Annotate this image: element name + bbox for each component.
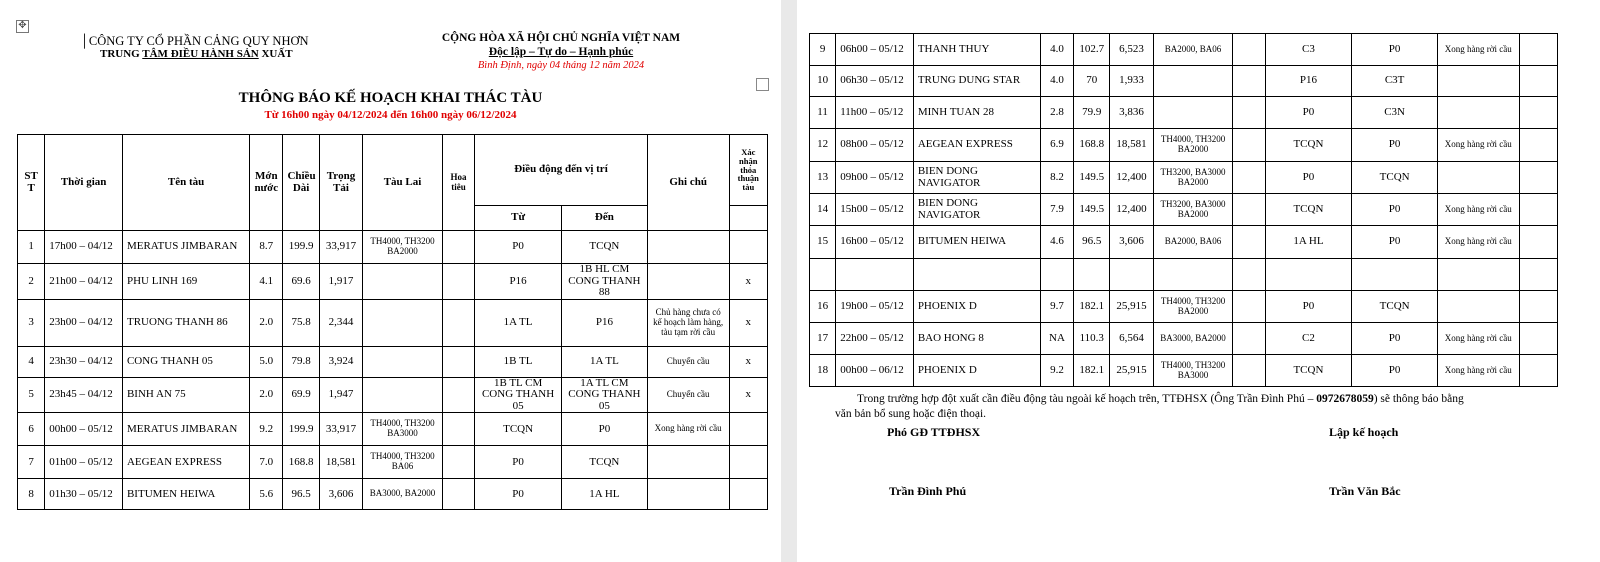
document-title: THÔNG BÁO KẾ HOẠCH KHAI THÁC TÀU [238,90,543,106]
cell-confirm [1519,34,1557,66]
cell-tonnage: 25,915 [1110,291,1153,323]
cell-note: Xong hàng rời cầu [647,413,729,446]
cell-tonnage: 33,917 [319,231,362,264]
cell-note: Chuyển cầu [647,377,729,413]
cell-ship: BINH AN 75 [122,377,249,413]
cell-stt: 14 [810,194,836,226]
cell-draft: 7.0 [250,446,283,479]
cell-time: 23h00 – 04/12 [45,299,123,346]
cell-pilot [1233,34,1265,66]
page-left [0,0,781,562]
page-right [797,0,1600,562]
cell-stt: 6 [18,413,45,446]
cell-tonnage: 1,917 [319,264,362,300]
cell-tonnage: 3,606 [319,479,362,510]
cell-note: Xong hàng rời cầu [1437,129,1519,162]
cell-ship: BITUMEN HEIWA [122,479,249,510]
cell-to: TCQN [561,446,647,479]
table-row [810,66,1558,97]
cell-note: Xong hàng rời cầu [1437,226,1519,259]
cell-to: P0 [561,413,647,446]
document-period: Từ 16h00 ngày 04/12/2024 đến 16h00 ngày 06/12/2024 [264,109,517,121]
cell-draft: 7.9 [1040,194,1073,226]
cell-ship: AEGEAN EXPRESS [913,129,1040,162]
table-row [18,264,768,300]
cell-tonnage: 6,523 [1110,34,1153,66]
motto: Độc lập – Tự do – Hạnh phúc [488,46,634,58]
cell-confirm [1519,66,1557,97]
cell-length: 96.5 [1074,226,1110,259]
cell-tug [1153,97,1233,129]
cell-draft: 5.6 [250,479,283,510]
cell-to: 1A TL CM CONG THANH 05 [561,377,647,413]
cell-confirm [1519,226,1557,259]
table-row [810,259,1558,291]
cell-confirm [1519,291,1557,323]
cell-stt: 9 [810,34,836,66]
cell-length: 199.9 [283,231,319,264]
cell-note [1437,291,1519,323]
cell-draft [1040,259,1073,291]
cell-stt: 17 [810,323,836,355]
cell-to: 1A HL [561,479,647,510]
cell-tug: TH4000, TH3200 BA2000 [1153,291,1233,323]
cell-length: 149.5 [1074,162,1110,194]
cell-length: 69.9 [283,377,319,413]
cell-tonnage: 33,917 [319,413,362,446]
cell-length [1074,259,1110,291]
cell-length: 149.5 [1074,194,1110,226]
cell-ship: TRUNG DUNG STAR [913,66,1040,97]
header-tug: Tàu Lai [363,135,443,231]
cell-time: 15h00 – 05/12 [836,194,914,226]
cell-ship: MINH TUAN 28 [913,97,1040,129]
table-row [810,323,1558,355]
cell-tonnage: 25,915 [1110,355,1153,387]
header-to: Đến [561,206,647,231]
cell-to [1352,259,1438,291]
header-ship: Tên tàu [122,135,249,231]
cell-tug: BA2000, BA06 [1153,226,1233,259]
header-note: Ghi chú [647,135,729,231]
cell-pilot [1233,355,1265,387]
table-row [18,299,768,346]
cell-from: P16 [1265,66,1352,97]
cell-pilot [1233,226,1265,259]
cell-tonnage: 6,564 [1110,323,1153,355]
cell-tonnage: 18,581 [1110,129,1153,162]
cell-from: P0 [475,479,562,510]
cell-note [1437,97,1519,129]
cell-from: 1B TL CM CONG THANH 05 [475,377,562,413]
cell-ship: AEGEAN EXPRESS [122,446,249,479]
cell-time [836,259,914,291]
cell-draft: 4.6 [1040,226,1073,259]
cell-confirm: x [729,346,767,377]
cell-ship: BIEN DONG NAVIGATOR [913,162,1040,194]
cell-ship: BIEN DONG NAVIGATOR [913,194,1040,226]
cell-time: 00h00 – 06/12 [836,355,914,387]
cell-length: 75.8 [283,299,319,346]
cell-time: 23h45 – 04/12 [45,377,123,413]
cell-tug: TH4000, TH3200 BA06 [363,446,443,479]
cell-pilot [442,377,474,413]
cell-tonnage: 2,344 [319,299,362,346]
cell-from [1265,259,1352,291]
cell-tonnage: 3,836 [1110,97,1153,129]
cell-note [647,446,729,479]
cell-confirm: x [729,377,767,413]
cell-to: TCQN [561,231,647,264]
cell-to: P0 [1352,355,1438,387]
cell-note: Chuyển cầu [647,346,729,377]
cell-to: TCQN [1352,291,1438,323]
cell-tug: TH4000, TH3200 BA3000 [1153,355,1233,387]
cell-draft: 4.0 [1040,66,1073,97]
hotline-phone: 0972678059 [1316,393,1374,405]
cell-from: 1B TL [475,346,562,377]
cell-note [1437,259,1519,291]
cell-stt: 1 [18,231,45,264]
cell-note: Chủ hàng chưa có kế hoạch làm hàng, tàu tạm rời cầu [647,299,729,346]
cell-pilot [1233,259,1265,291]
table-row [18,413,768,446]
cell-confirm [729,413,767,446]
cell-note: Xong hàng rời cầu [1437,34,1519,66]
cell-length: 182.1 [1074,291,1110,323]
cell-from: P0 [475,231,562,264]
cell-length: 168.8 [1074,129,1110,162]
cell-tonnage: 3,924 [319,346,362,377]
cell-pilot [1233,66,1265,97]
cell-length: 102.7 [1074,34,1110,66]
cell-ship: THANH THUY [913,34,1040,66]
cell-confirm: x [729,299,767,346]
cell-note: Xong hàng rời cầu [1437,323,1519,355]
cell-to: P0 [1352,323,1438,355]
cell-note [647,479,729,510]
cell-stt: 2 [18,264,45,300]
cell-tonnage: 12,400 [1110,162,1153,194]
cell-length: 110.3 [1074,323,1110,355]
cell-tug [363,264,443,300]
cell-tug: TH4000, TH3200 BA3000 [363,413,443,446]
date-line: Bình Định, ngày 04 tháng 12 năm 2024 [477,60,645,71]
cell-confirm [729,479,767,510]
cell-pilot [1233,97,1265,129]
cell-stt [810,259,836,291]
table-row [810,129,1558,162]
cell-stt: 5 [18,377,45,413]
cell-stt: 10 [810,66,836,97]
table-row [810,226,1558,259]
header-draft: Mớn nước [250,135,283,231]
cell-time: 00h00 – 05/12 [45,413,123,446]
cell-from: TCQN [1265,194,1352,226]
cell-tonnage: 1,933 [1110,66,1153,97]
cell-note: Xong hàng rời cầu [1437,194,1519,226]
cell-tonnage: 3,606 [1110,226,1153,259]
cell-draft: 4.1 [250,264,283,300]
cell-from: P16 [475,264,562,300]
cell-to: P0 [1352,194,1438,226]
cell-from: 1A HL [1265,226,1352,259]
cell-ship: PHOENIX D [913,355,1040,387]
header-move: Điều động đến vị trí [475,135,648,206]
table-row [18,346,768,377]
cell-from: TCQN [1265,355,1352,387]
cell-draft: NA [1040,323,1073,355]
cell-stt: 16 [810,291,836,323]
cell-tug [363,377,443,413]
cell-stt: 7 [18,446,45,479]
cell-length: 182.1 [1074,355,1110,387]
cell-stt: 4 [18,346,45,377]
table-row [18,377,768,413]
cell-draft: 4.0 [1040,34,1073,66]
cell-length: 168.8 [283,446,319,479]
cell-to: C3N [1352,97,1438,129]
cell-note [1437,162,1519,194]
cell-time: 16h00 – 05/12 [836,226,914,259]
cell-draft: 8.2 [1040,162,1073,194]
company-name: │CÔNG TY CỔ PHẦN CẢNG QUY NHƠN [80,34,309,48]
header-tonnage: Trọng Tải [319,135,362,231]
cell-pilot [1233,323,1265,355]
cell-stt: 13 [810,162,836,194]
cell-note [647,231,729,264]
cell-pilot [1233,162,1265,194]
cell-tonnage: 18,581 [319,446,362,479]
cell-stt: 8 [18,479,45,510]
signer-right-name: Trần Văn Bắc [1329,484,1401,498]
cell-stt: 11 [810,97,836,129]
republic-title: CỘNG HÒA XÃ HỘI CHỦ NGHĨA VIỆT NAM [441,32,681,44]
cell-ship: CONG THANH 05 [122,346,249,377]
cell-length: 79.9 [1074,97,1110,129]
cell-to: P0 [1352,34,1438,66]
cell-to: 1A TL [561,346,647,377]
cell-confirm [729,446,767,479]
cell-draft: 5.0 [250,346,283,377]
cell-length: 199.9 [283,413,319,446]
cell-tug: BA3000, BA2000 [1153,323,1233,355]
cell-time: 01h00 – 05/12 [45,446,123,479]
cell-time: 01h30 – 05/12 [45,479,123,510]
cell-tug: TH4000, TH3200 BA2000 [363,231,443,264]
cell-time: 23h30 – 04/12 [45,346,123,377]
cell-pilot [442,413,474,446]
cell-ship: TRUONG THANH 86 [122,299,249,346]
cell-time: 19h00 – 05/12 [836,291,914,323]
cell-pilot [442,231,474,264]
cell-tug: BA3000, BA2000 [363,479,443,510]
cell-draft: 9.2 [250,413,283,446]
cell-confirm [729,231,767,264]
cell-from: P0 [1265,291,1352,323]
header-confirm-sub [729,206,767,231]
cell-draft: 9.7 [1040,291,1073,323]
cell-to: 1B HL CM CONG THANH 88 [561,264,647,300]
cell-pilot [1233,194,1265,226]
cell-to: P0 [1352,226,1438,259]
cell-from: P0 [1265,162,1352,194]
cell-pilot [1233,291,1265,323]
cell-from: C2 [1265,323,1352,355]
cell-draft: 2.0 [250,299,283,346]
cell-from: C3 [1265,34,1352,66]
header-confirm: Xác nhận thỏa thuận tàu [729,135,767,206]
signer-right-title: Lập kế hoạch [1329,425,1399,439]
cell-note [647,264,729,300]
cell-ship: PHU LINH 169 [122,264,249,300]
header-length: Chiều Dài [283,135,319,231]
cell-tug [1153,66,1233,97]
cell-tug [363,346,443,377]
cell-length: 79.8 [283,346,319,377]
cell-tug: TH3200, BA3000 BA2000 [1153,162,1233,194]
cell-to: P0 [1352,129,1438,162]
cell-pilot [1233,129,1265,162]
cell-tug: TH3200, BA3000 BA2000 [1153,194,1233,226]
table-row [810,291,1558,323]
cell-time: 09h00 – 05/12 [836,162,914,194]
cell-tonnage: 12,400 [1110,194,1153,226]
cell-stt: 18 [810,355,836,387]
cell-ship: MERATUS JIMBARAN [122,231,249,264]
cell-draft: 6.9 [1040,129,1073,162]
cell-length: 96.5 [283,479,319,510]
cell-ship: BITUMEN HEIWA [913,226,1040,259]
cell-stt: 12 [810,129,836,162]
cell-time: 22h00 – 05/12 [836,323,914,355]
cell-time: 11h00 – 05/12 [836,97,914,129]
header-from: Từ [475,206,562,231]
cell-ship: BAO HONG 8 [913,323,1040,355]
table-row [18,446,768,479]
table-row [810,355,1558,387]
table-row [18,479,768,510]
signer-left-name: Trần Đình Phú [889,484,967,498]
cell-draft: 8.7 [250,231,283,264]
cell-stt: 15 [810,226,836,259]
cell-to: C3T [1352,66,1438,97]
cell-confirm [1519,259,1557,291]
table-row [810,34,1558,66]
cell-from: P0 [1265,97,1352,129]
cell-pilot [442,479,474,510]
cell-draft: 2.0 [250,377,283,413]
cell-pilot [442,264,474,300]
cell-length: 69.6 [283,264,319,300]
cell-from: P0 [475,446,562,479]
cell-draft: 2.8 [1040,97,1073,129]
cell-time: 06h00 – 05/12 [836,34,914,66]
header-pilot: Hoa tiêu [442,135,474,231]
cell-note [1437,66,1519,97]
cell-tonnage: 1,947 [319,377,362,413]
table-row [810,194,1558,226]
cell-confirm [1519,97,1557,129]
cell-tug: TH4000, TH3200 BA2000 [1153,129,1233,162]
cell-pilot [442,446,474,479]
table-move-handle-icon[interactable]: ✥ [16,20,29,33]
cell-time: 21h00 – 04/12 [45,264,123,300]
footer-note: Trong trường hợp đột xuất cần điều động tàu ngoài kế hoạch trên, TTĐHSX (Ông Trần Đình Phú – 0972678059) sẽ thông báo bằng văn bản bổ sung hoặc điện thoại. [835,393,1464,420]
header-stt: ST T [18,135,45,231]
production-center: TRUNG TÂM ĐIỀU HÀNH SẢN XUẤT [100,48,293,60]
cell-stt: 3 [18,299,45,346]
cell-confirm: x [729,264,767,300]
cell-pilot [442,346,474,377]
cell-ship: MERATUS JIMBARAN [122,413,249,446]
cell-confirm [1519,129,1557,162]
cell-tonnage [1110,259,1153,291]
cell-draft: 9.2 [1040,355,1073,387]
cell-from: TCQN [475,413,562,446]
cell-note: Xong hàng rời cầu [1437,355,1519,387]
cell-time: 08h00 – 05/12 [836,129,914,162]
signer-left-title: Phó GĐ TTĐHSX [887,425,981,439]
cell-ship [913,259,1040,291]
schedule-table [17,134,768,510]
cell-confirm [1519,162,1557,194]
cell-confirm [1519,323,1557,355]
cell-to: TCQN [1352,162,1438,194]
table-row [810,97,1558,129]
cell-from: TCQN [1265,129,1352,162]
cell-pilot [442,299,474,346]
cell-length: 70 [1074,66,1110,97]
cell-confirm [1519,355,1557,387]
table-row [810,162,1558,194]
cell-ship: PHOENIX D [913,291,1040,323]
cell-to: P16 [561,299,647,346]
cell-tug: BA2000, BA06 [1153,34,1233,66]
cell-tug [1153,259,1233,291]
cell-from: 1A TL [475,299,562,346]
header-time: Thời gian [45,135,123,231]
cell-tug [363,299,443,346]
cell-time: 06h30 – 05/12 [836,66,914,97]
cell-time: 17h00 – 04/12 [45,231,123,264]
schedule-table-continued [809,33,1558,387]
table-row [18,231,768,264]
cell-confirm [1519,194,1557,226]
